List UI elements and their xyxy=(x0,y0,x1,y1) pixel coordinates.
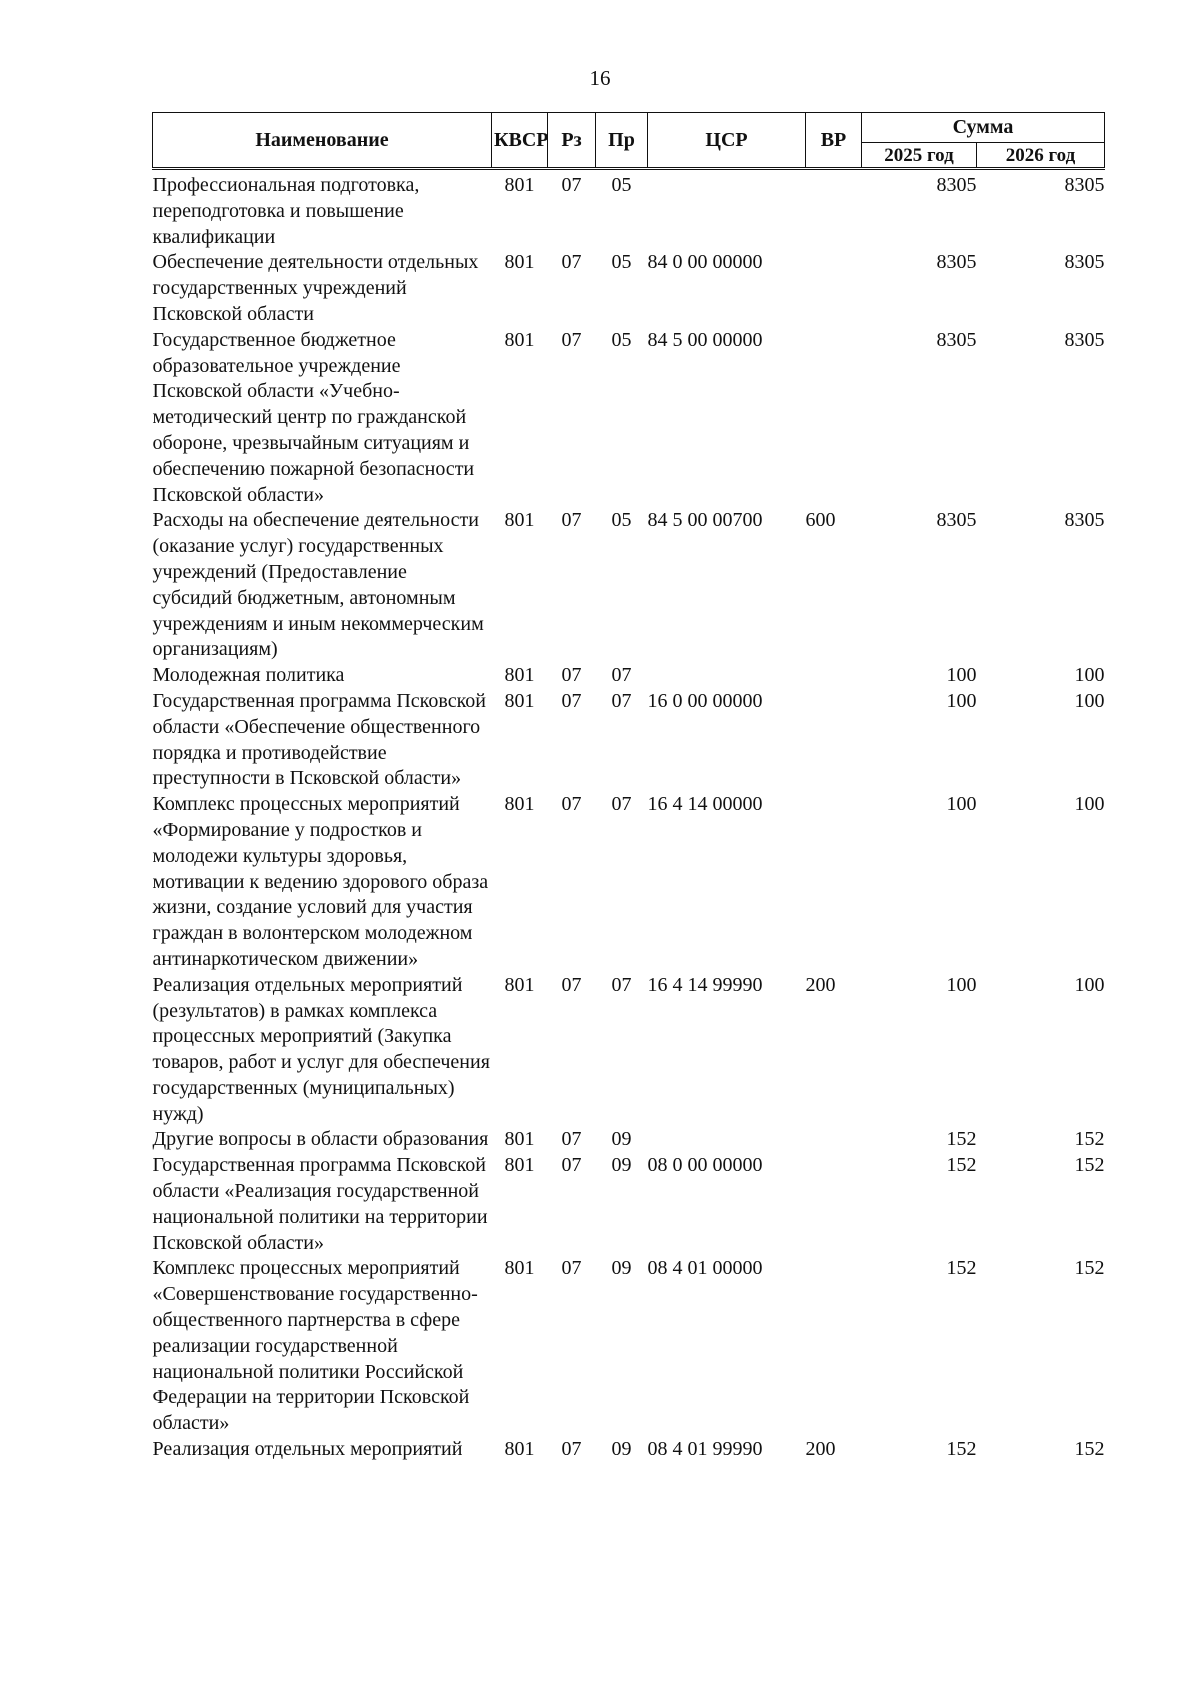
row-sum-2026: 8305 xyxy=(1064,174,1105,196)
row-sum-2025: 152 xyxy=(946,1128,977,1151)
table-body xyxy=(153,169,1105,1463)
row-csr: 08 0 00 00000 xyxy=(647,1154,763,1177)
row-kvsr: 801 xyxy=(504,689,535,712)
row-pr: 07 xyxy=(611,689,632,712)
header-kvsr: КВСР xyxy=(492,113,548,169)
header-year-2025: 2025 год xyxy=(862,143,977,169)
row-kvsr: 801 xyxy=(504,664,535,687)
row-vr: 200 xyxy=(805,1438,836,1461)
row-vr: 200 xyxy=(805,973,836,996)
table-row xyxy=(153,250,1105,327)
row-sum-2026: 152 xyxy=(1074,1438,1105,1461)
row-sum-2025: 100 xyxy=(946,973,977,996)
row-sum-2026: 100 xyxy=(1074,664,1105,687)
row-rz: 07 xyxy=(561,251,582,274)
row-sum-2026: 8305 xyxy=(1064,509,1105,532)
row-sum-2026: 100 xyxy=(1074,793,1105,816)
row-rz: 07 xyxy=(561,793,582,816)
row-csr xyxy=(648,1127,806,1153)
row-rz: 07 xyxy=(561,1154,582,1177)
row-sum-2025: 100 xyxy=(946,689,977,712)
header-csr: ЦСР xyxy=(648,113,806,169)
row-vr xyxy=(806,328,862,509)
row-name: Молодежная политика xyxy=(152,664,345,687)
header-year-2026: 2026 год xyxy=(977,143,1105,169)
row-name: Другие вопросы в области образования xyxy=(152,1128,489,1151)
row-sum-2026: 152 xyxy=(1074,1257,1105,1280)
row-csr xyxy=(648,663,806,689)
row-name: Профессиональная подготовка, переподготовка и повышение квалификации xyxy=(152,174,420,248)
table-row xyxy=(153,169,1105,251)
row-name: Реализация отдельных мероприятий xyxy=(152,1438,463,1461)
table-row xyxy=(153,328,1105,509)
row-sum-2025: 152 xyxy=(946,1154,977,1177)
row-pr: 09 xyxy=(611,1128,632,1151)
table-header xyxy=(153,113,1105,169)
row-pr: 05 xyxy=(611,251,632,274)
header-rz: Рз xyxy=(548,113,596,169)
row-pr: 07 xyxy=(611,973,632,996)
row-pr: 07 xyxy=(611,793,632,816)
row-vr xyxy=(806,1256,862,1437)
row-rz: 07 xyxy=(561,973,582,996)
row-csr: 16 4 14 00000 xyxy=(647,793,763,816)
row-kvsr: 801 xyxy=(504,793,535,816)
table-row xyxy=(153,689,1105,792)
row-name: Комплекс процессных мероприятий «Совершенствование государственно-общественного партнерства в сфере реализации государственной национальной политики Российской Федерации на территории Псковской области» xyxy=(152,1257,478,1435)
row-vr xyxy=(806,1153,862,1256)
row-pr: 09 xyxy=(611,1438,632,1461)
row-kvsr: 801 xyxy=(504,509,535,532)
row-sum-2025: 8305 xyxy=(936,251,977,274)
row-vr xyxy=(806,689,862,792)
row-kvsr: 801 xyxy=(504,174,535,196)
row-sum-2026: 100 xyxy=(1074,689,1105,712)
header-vr: ВР xyxy=(806,113,862,169)
row-vr xyxy=(806,1127,862,1153)
table-row xyxy=(153,1153,1105,1256)
row-rz: 07 xyxy=(561,1128,582,1151)
row-sum-2026: 100 xyxy=(1074,973,1105,996)
table-row xyxy=(153,792,1105,973)
page-number: 16 xyxy=(589,66,611,90)
row-name: Обеспечение деятельности отдельных государственных учреждений Псковской области xyxy=(152,251,479,325)
row-kvsr: 801 xyxy=(504,328,535,351)
row-csr: 08 4 01 00000 xyxy=(647,1257,763,1280)
row-sum-2026: 152 xyxy=(1074,1128,1105,1151)
row-sum-2025: 8305 xyxy=(936,174,977,196)
row-sum-2026: 8305 xyxy=(1064,328,1105,351)
row-csr: 84 5 00 00000 xyxy=(647,328,763,351)
row-kvsr: 801 xyxy=(504,1154,535,1177)
row-name: Государственное бюджетное образовательное учреждение Псковской области «Учебно-методический центр по гражданской обороне, чрезвычайным ситуациям и обеспечению пожарной безопасности Псковской области» xyxy=(152,328,475,506)
row-kvsr: 801 xyxy=(504,251,535,274)
row-vr xyxy=(806,250,862,327)
row-pr: 05 xyxy=(611,174,632,196)
row-csr xyxy=(648,169,806,251)
row-csr: 08 4 01 99990 xyxy=(647,1438,763,1461)
row-csr: 16 0 00 00000 xyxy=(647,689,763,712)
row-pr: 05 xyxy=(611,328,632,351)
row-rz: 07 xyxy=(561,328,582,351)
row-rz: 07 xyxy=(561,509,582,532)
table-row xyxy=(153,1127,1105,1153)
row-rz: 07 xyxy=(561,1257,582,1280)
row-sum-2025: 100 xyxy=(946,664,977,687)
row-name: Реализация отдельных мероприятий (результатов) в рамках комплекса процессных мероприятий (Закупка товаров, работ и услуг для обеспечения государственных (муниципальных) нужд) xyxy=(152,973,490,1125)
table-row xyxy=(153,1437,1105,1463)
row-pr: 05 xyxy=(611,509,632,532)
header-name: Наименование xyxy=(153,113,492,169)
table-row xyxy=(153,508,1105,663)
row-name: Государственная программа Псковской области «Обеспечение общественного порядка и противодействие преступности в Псковской области» xyxy=(152,689,486,790)
row-kvsr: 801 xyxy=(504,973,535,996)
row-sum-2025: 8305 xyxy=(936,328,977,351)
row-vr: 600 xyxy=(805,509,836,532)
row-sum-2025: 8305 xyxy=(936,509,977,532)
row-rz: 07 xyxy=(561,689,582,712)
row-name: Расходы на обеспечение деятельности (оказание услуг) государственных учреждений (Предоставление субсидий бюджетным, автономным учреждениям и иным некоммерческим организациям) xyxy=(152,509,484,661)
row-csr: 16 4 14 99990 xyxy=(647,973,763,996)
table-row xyxy=(153,973,1105,1128)
row-sum-2025: 152 xyxy=(946,1257,977,1280)
header-sum: Сумма xyxy=(862,113,1105,143)
row-sum-2026: 152 xyxy=(1074,1154,1105,1177)
row-pr: 09 xyxy=(611,1257,632,1280)
row-sum-2025: 100 xyxy=(946,793,977,816)
row-sum-2026: 8305 xyxy=(1064,251,1105,274)
row-name: Комплекс процессных мероприятий «Формирование у подростков и молодежи культуры здоровья, мотивации к ведению здорового образа жизни, создание условий для участия граждан в волонтерском молодежном антинаркотическом движении» xyxy=(152,793,489,970)
row-sum-2025: 152 xyxy=(946,1438,977,1461)
table-row xyxy=(153,663,1105,689)
row-kvsr: 801 xyxy=(504,1128,535,1151)
header-pr: Пр xyxy=(596,113,648,169)
row-csr: 84 0 00 00000 xyxy=(647,251,763,274)
row-name: Государственная программа Псковской области «Реализация государственной национальной политики на территории Псковской области» xyxy=(152,1154,488,1254)
row-kvsr: 801 xyxy=(504,1438,535,1461)
row-kvsr: 801 xyxy=(504,1257,535,1280)
row-rz: 07 xyxy=(561,664,582,687)
row-pr: 09 xyxy=(611,1154,632,1177)
row-vr xyxy=(806,663,862,689)
row-vr xyxy=(806,792,862,973)
row-rz: 07 xyxy=(561,174,582,196)
row-pr: 07 xyxy=(611,664,632,687)
row-rz: 07 xyxy=(561,1438,582,1461)
budget-table xyxy=(152,112,1105,1463)
row-vr xyxy=(806,169,862,251)
table-row xyxy=(153,1256,1105,1437)
row-csr: 84 5 00 00700 xyxy=(647,509,763,532)
